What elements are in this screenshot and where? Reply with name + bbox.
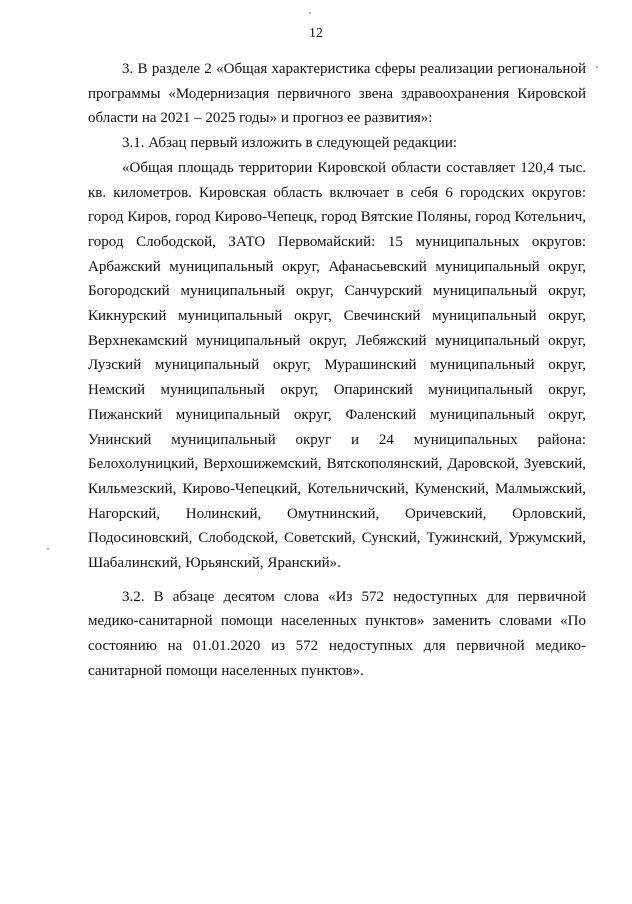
scan-speck — [47, 548, 49, 550]
scan-speck — [309, 12, 311, 14]
scan-speck — [596, 66, 598, 68]
document-body — [88, 57, 586, 684]
paragraph-territory-description: «Общая площадь территории Кировской области составляет 120,4 тыс. кв. километров. Кировская область включает в себя 6 городских округов: город Киров, город Кирово-Чепецк, город Вятские Поляны, город Котельнич, город Слободской, ЗАТО Первомайский: 15 муниципальных округов: Арбажский муниципальный округ, Афанасьевский муниципальный округ, Богородский муниципальный округ, Санчурский муниципальный округ, Кикнурский муниципальный округ, Свечинский муниципальный округ, Верхнекамский муниципальный округ, Лебяжский муниципальный округ, Лузский муниципальный округ, Мурашинский муниципальный округ, Немский муниципальный округ, Опаринский муниципальный округ, Пижанский муниципальный округ, Фаленский муниципальный округ, Унинский муниципальный округ и 24 муниципальных района: Белохолуницкий, Верхошижемский, Вятскополянский, Даровской, Зуевский, Кильмезский, Кирово-Чепецкий, Котельничский, Куменский, Малмыжский, Нагорский, Нолинский, Омутнинский, Оричевский, Орловский, Подосиновский, Слободской, Советский, Сунский, Тужинский, Уржумский, Шабалинский, Юрьянский, Яранский». — [88, 159, 586, 572]
paragraph-section-3-1: 3.1. Абзац первый изложить в следующей редакции: — [122, 135, 458, 152]
page-number: 12 — [309, 26, 323, 41]
paragraph-gap — [88, 576, 586, 585]
paragraph-section-3: 3. В разделе 2 «Общая характеристика сферы реализации региональной программы «Модернизация первичного звена здравоохранения Кировской области на 2021 – 2025 годы» и прогноз ее развития»: — [88, 61, 586, 127]
paragraph-section-3-2: 3.2. В абзаце десятом слова «Из 572 недоступных для первичной медико-санитарной помощи населенных пунктов» заменить словами «По состоянию на 01.01.2020 из 572 недоступных для первичной медико-санитарной помощи населенных пунктов». — [88, 588, 586, 679]
